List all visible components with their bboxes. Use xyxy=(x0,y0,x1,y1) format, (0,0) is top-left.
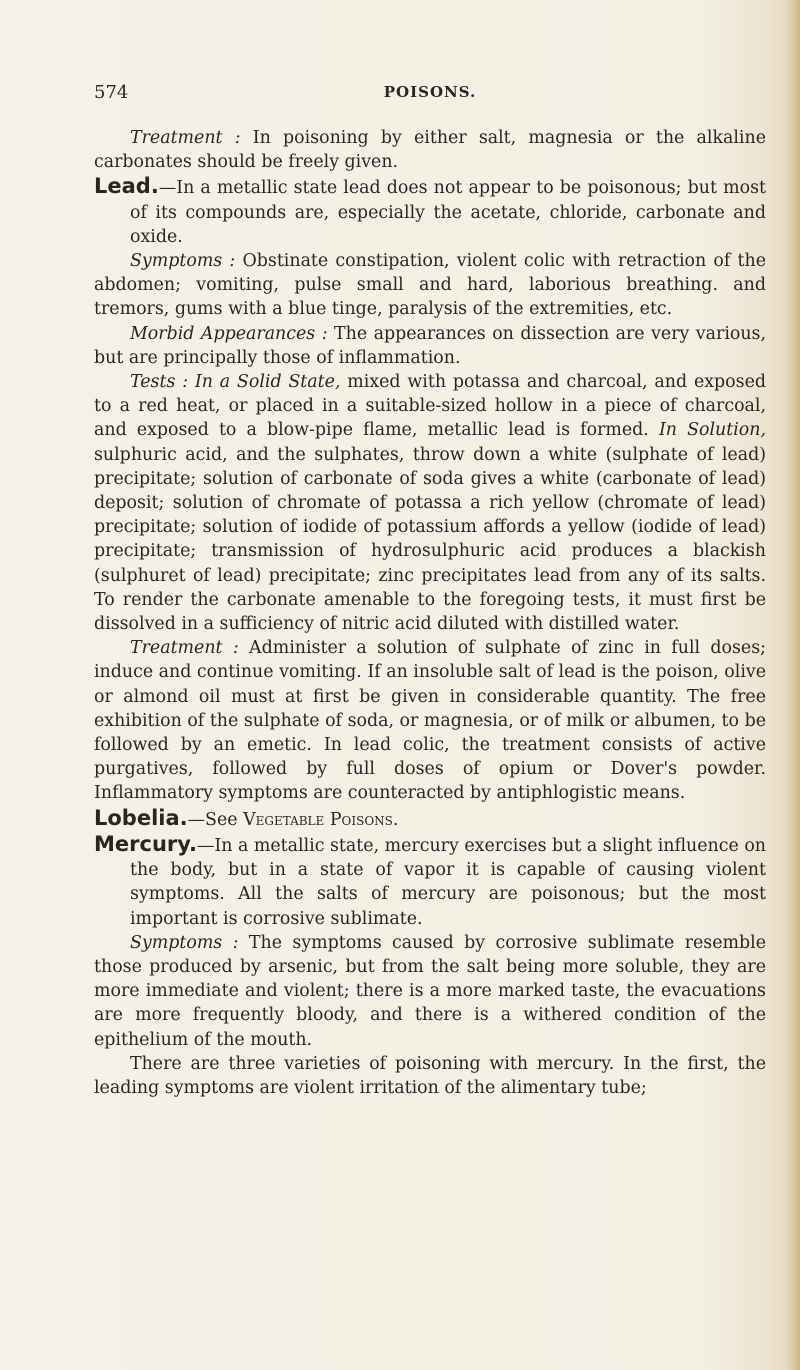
paragraph-text: In poisoning by either salt, magnesia or the alkaline carbonates should be freely given. xyxy=(94,128,766,173)
page-edge-shadow xyxy=(786,0,800,1370)
paragraph-text: sulphuric acid, and the sulphates, throw down a white (sulphate of lead) precipitate; solution of carbonate of soda gives a white (carbonate of lead) deposit; solution of chromate of potassa a rich yellow (chromate of lead) precipitate; solution of iodide of potassium affords a yellow (iodide of lead) precipitate; transmission of hydrosulphuric acid produces a blackish (sulphuret of lead) precipitate; zinc precipitates lead from any of its salts. To render the carbonate amenable to the foregoing tests, it must first be dissolved in a sufficiency of nitric acid diluted with distilled water. xyxy=(94,444,766,635)
paragraph-text: The appearances on dissection are very various, but are principally those of inflammation. xyxy=(94,323,767,368)
morbid-appearances-label: Morbid Appearances : xyxy=(130,323,328,344)
symptoms-label: Symptoms : xyxy=(130,251,236,272)
entry-mercury xyxy=(94,832,766,931)
cross-reference: Vegetable Poisons. xyxy=(243,809,399,830)
entry-heading-lobelia: Lobelia. xyxy=(94,805,188,830)
paragraph-text: Administer a solution of sulphate of zinc in full doses; induce and continue vomiting. If an insoluble salt of lead is the poison, olive or almond oil must at first be given in considerable quantity. The free exhibition of the sulphate of soda, or magnesia, or of milk or albumen, to be followed by an emetic. In lead colic, the treatment consists of active purgatives, followed by full doses of opium or Dover's powder. Inflammatory symptoms are counteracted by antiphlogistic means. xyxy=(94,638,766,804)
paragraph-text: mixed with potassa and charcoal, and exposed to a red heat, or placed in a suitable-sized hollow in a piece of charcoal, and exposed to a blow-pipe flame, metallic lead is formed. xyxy=(94,372,766,441)
paragraph-text: —In a metallic state lead does not appear to be poisonous; but most of its compounds are, especially the acetate, chloride, carbonate and oxide. xyxy=(130,178,766,247)
tests-label: Tests : xyxy=(130,372,189,393)
running-title: POISONS. xyxy=(383,83,477,101)
body-text xyxy=(94,126,766,1100)
paragraph-mercury-varieties xyxy=(94,1052,766,1100)
paragraph-morbid-appearances xyxy=(94,322,766,370)
page-header xyxy=(94,82,766,108)
symptoms-label: Symptoms : xyxy=(130,932,239,953)
paragraph-lead-symptoms xyxy=(94,249,766,322)
paragraph-text: The symptoms caused by corrosive sublimate resemble those produced by arsenic, but from the salt being more soluble, they are more immediate and violent; there is a more marked taste, the evacuations are more frequently bloody, and there is a withered condition of the epithelium of the mouth. xyxy=(94,932,766,1050)
paragraph-text: —See xyxy=(187,809,244,830)
paragraph-lead-treatment xyxy=(94,636,766,805)
page-number: 574 xyxy=(94,82,129,103)
treatment-label: Treatment : xyxy=(130,128,241,148)
entry-heading-mercury: Mercury. xyxy=(94,831,197,856)
treatment-label: Treatment : xyxy=(130,638,239,659)
in-solution-label: In Solution, xyxy=(658,420,766,441)
entry-heading-lead: Lead. xyxy=(94,174,159,199)
paragraph-text: —In a metallic state, mercury exercises but a slight influence on the body, but in a state of vapor it is capable of causing violent symptoms. All the salts of mercury are poisonous; but the most important is corrosive sublimate. xyxy=(130,835,766,929)
paragraph-mercury-symptoms xyxy=(94,931,766,1052)
paragraph-text: There are three varieties of poisoning with mercury. In the first, the leading symptoms are violent irritation of the alimentary tube; xyxy=(94,1053,766,1098)
entry-lead xyxy=(94,174,766,249)
entry-lobelia xyxy=(94,806,766,832)
paragraph-treatment-salt xyxy=(94,126,766,174)
solid-state-label: In a Solid State, xyxy=(194,372,341,393)
paragraph-lead-tests xyxy=(94,370,766,636)
paragraph-text: Obstinate constipation, violent colic with retraction of the abdomen; vomiting, pulse small and hard, laborious breathing. and tremors, gums with a blue tinge, paralysis of the extremities, etc. xyxy=(94,251,766,320)
